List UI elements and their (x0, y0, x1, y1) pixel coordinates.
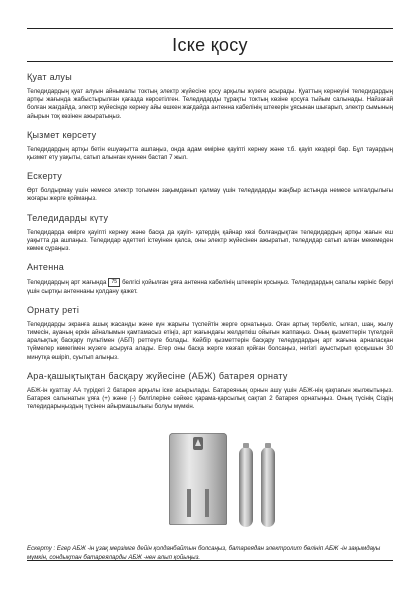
section-heading: Антенна (27, 262, 65, 273)
section-text: АБЖ-ін қуаттау АА түрідегі 2 батарея арқылы іске асырылады. Батареяның орнын ашу үшін АБЖ-нің қақпағын жылжытыңыз. Батарея салынатын ұяға (+) және (-) белгілерінe сәйкес қарама-қарсылық сақтап 2 батарея орнатыңыз. Оның түсінің Сіздің теледидарыңыздың түсінен айырмашылығы болуы мүмкін. (27, 386, 393, 411)
section-warning (27, 171, 393, 203)
section-text: Теледидарды экранға ашық жасанды және күн жарығы түспейтін жерге орнатыңыз. Оған артық тербеліс, ылғал, шаң, жылу тимесін, ауаның еркін айналымын қамтамасыз етіңіз, арт жағындағы желдеткіш ойығын жаппаңыз. Оның қызметтерін түгелдей аралықтық басқару пультімен (АБП) реттеуге болады. Кейбір қызметтерін басқару теледидардың арт жағына арналасқан түймелер көмегімен жүзеге асыруға алады. Егер оны басқа жерге көзғап қойған болсаңыз, негізгі ауыстырып қосқышын 30 минутқа өшіріп, суытып алыңыз. (27, 320, 393, 361)
antenna-socket-icon: 75 (108, 278, 120, 287)
battery-terminal (243, 443, 249, 448)
aa-battery-image (261, 447, 275, 527)
battery-note: Ескерту : Егер АБЖ -ін ұзақ мерзімге дейін қолданбайтын болсаңыз, батареядан электролит бөлініп АБЖ -ін зақымдауы мүмкін, сондықтан батареяларды АБЖ -нен алып қойыңыз. (27, 545, 381, 561)
bottom-divider (27, 560, 393, 561)
title-bar (27, 28, 393, 62)
section-text: Теледидардың артқы бетін ешуақытта ашпаңыз, онда адам өміріне қауіпті кернеу және т.б. қауіп көздері бар. Бұл тауардың қызмет ету уақыты, сатып алынған күннен бастап 7 жыл. (27, 145, 393, 162)
section-text: Теледидардың қуат алуын айнымалы токтың электр жүйесіне қосу арқылы жүзеге асырады. Қуаттың кернеуіні теледидардың артқы жағында жабыстырылған қағазда көрсетілген. Теледидарды тұрақты токтың көзіне қосуға тыйым салынады. Найзағай болған жағдайда, электр жүйесінде кернеу айы өшкен жағдайда антенна кабелінің штекерін ұясынан шығарып, электр сымының айырын тоқ көзінен ажыратыңыз. (27, 88, 393, 120)
manual-page (27, 28, 393, 562)
section-power-supply (27, 72, 393, 121)
section-text: Өрт болдырмау үшін немесе электр тогымен зақымданып қалмау үшін теледидарды жаңбыр астында немесе ылғалдылығы жоғары жерге қоймаңыз. (27, 187, 393, 203)
page-title: Іске қосу (172, 34, 248, 55)
battery-slot (187, 489, 191, 517)
battery-slot (205, 489, 209, 517)
slide-arrow-icon (195, 439, 201, 446)
section-remote-batteries (27, 371, 393, 412)
section-heading: Қызмет көрсету (27, 129, 97, 140)
battery-figure (27, 425, 393, 533)
antenna-text-before: Теледидардың арт жағында (27, 279, 107, 287)
section-heading: Орнату реті (27, 304, 80, 315)
section-tv-care (27, 213, 393, 254)
section-heading: Қуат алуы (27, 72, 72, 82)
antenna-text-after: белгісі қойылған ұяға антенна кабелінің штекерін қосыңыз. Теледидардың сапалы көрініс беруі үшін сыртқы антеннаны қолдану қажет. (27, 279, 393, 295)
aa-battery-image (239, 447, 253, 527)
section-heading: Ескерту (27, 171, 63, 182)
remote-control-back-image (169, 433, 227, 525)
section-service (27, 130, 393, 162)
section-antenna (27, 262, 393, 296)
battery-terminal (265, 443, 271, 448)
section-heading: Теледидарды күту (27, 212, 109, 223)
section-text: Теледидарда өміpге қауіпті кернеу және басқа да қауіп- қатердің қайнар көзі болғандықтан теледидардың артқы жағын еш уақытта да ашпаңыз. Теледидар әдеттегі істеуінен қалса, оны электр жүйесінен ажыратып, теледидар сатып алған мекемеден көмек сұраңыз. (27, 228, 393, 253)
section-text (27, 278, 393, 296)
section-installation (27, 305, 393, 362)
section-heading: Ара-қашықтықтан басқару жүйесіне (АБЖ) батарея орнату (27, 370, 288, 381)
